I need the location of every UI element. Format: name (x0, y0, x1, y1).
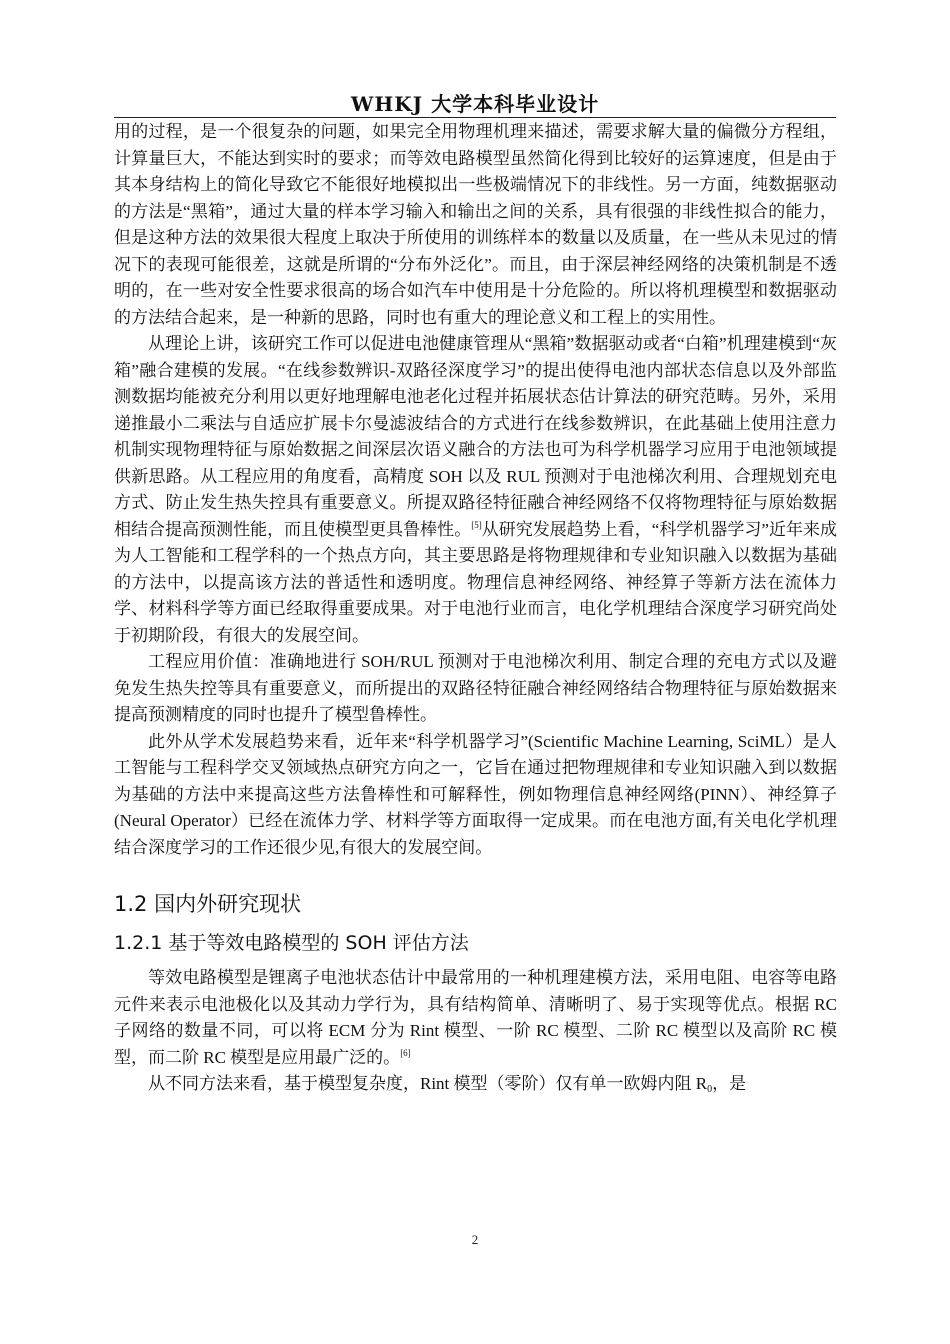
paragraph: 工程应用价值：准确地进行 SOH/RUL 预测对于电池梯次利用、制定合理的充电方式以及避免发生热失控等具有重要意义，而所提出的双路径特征融合神经网络结合物理特征与原始数据来提高预测精度的同时也提升了模型鲁棒性。 (114, 652, 837, 724)
paragraph (114, 331, 837, 649)
paragraph-text: 从不同方法来看，基于模型复杂度，Rint 模型（零阶）仅有单一欧姆内阻 R (148, 1074, 708, 1093)
page-header: WHKJ 大学本科毕业设计 (350, 92, 600, 116)
body-text (114, 119, 837, 1098)
paragraph-text: 从研究发展趋势上看，“科学机器学习”近年来成为人工智能和工程学科的一个热点方向，其主要思路是将物理规律和专业知识融入以数据为基础的方法中，以提高该方法的普适性和透明度。物理信息神经网络、神经算子等新方法在流体力学、材料科学等方面已经取得重要成果。对于电池行业而言，电化学机理结合深度学习研究尚处于初期阶段，有很大的发展空间。 (114, 519, 838, 645)
subsection-heading: 1.2.1 基于等效电路模型的 SOH 评估方法 (114, 932, 469, 954)
paragraph: 用的过程，是一个很复杂的问题，如果完全用物理机理来描述，需要求解大量的偏微分方程组，计算量巨大，不能达到实时的要求；而等效电路模型虽然简化得到比较好的运算速度，但是由于其本身结构上的简化导致它不能很好地模拟出一些极端情况下的非线性。另一方面，纯数据驱动的方法是“黑箱”，通过大量的样本学习输入和输出之间的关系，具有很强的非线性拟合的能力，但是这种方法的效果很大程度上取决于所使用的训练样本的数量以及质量，在一些从未见过的情况下的表现可能很差，这就是所谓的“分布外泛化”。而且，由于深层神经网络的决策机制是不透明的，在一些对安全性要求很高的场合如汽车中使用是十分危险的。所以将机理模型和数据驱动的方法结合起来，是一种新的思路，同时也有重大的理论意义和工程上的实用性。 (114, 122, 837, 327)
citation: [6] (400, 1047, 411, 1058)
paragraph-text: 从理论上讲，该研究工作可以促进电池健康管理从“黑箱”数据驱动或者“白箱”机理建模到“灰箱”融合建模的发展。“在线参数辨识-双路径深度学习”的提出使得电池内部状态信息以及外部监测数据均能被充分利用以更好地理解电池老化过程并拓展状态估计算法的研究范畴。另外，采用递推最小二乘法与自适应扩展卡尔曼滤波结合的方式进行在线参数辨识，在此基础上使用注意力机制实现物理特征与原始数据之间深层次语义融合的方法也可为科学机器学习应用于电池领域提供新思路。从工程应用的角度看，高精度 SOH 以及 RUL 预测对于电池梯次利用、合理规划充电方式、防止发生热失控具有重要意义。所提双路径特征融合神经网络不仅将物理特征与原始数据相结合提高预测性能，而且使模型更具鲁棒性。 (114, 334, 837, 539)
page-number: 2 (471, 1232, 479, 1247)
citation: [5] (471, 519, 482, 530)
paragraph-text: ，是 (712, 1074, 747, 1093)
subscript: 0 (707, 1084, 713, 1095)
paragraph (114, 1071, 837, 1098)
section-heading: 1.2 国内外研究现状 (114, 892, 302, 916)
paragraph: 此外从学术发展趋势来看，近年来“科学机器学习”(Scientific Machine Learning, SciML）是人工智能与工程科学交叉领域热点研究方向之一，它旨在通过把物理规律和专业知识融入到以数据为基础的方法中来提高这些方法鲁棒性和可解释性，例如物理信息神经网络(PINN）、神经算子(Neural Operator）已经在流体力学、材料学等方面取得一定成果。而在电池方面,有关电化学机理结合深度学习的工作还很少见,有很大的发展空间。 (114, 731, 837, 857)
header-divider (114, 117, 836, 118)
paragraph (114, 965, 837, 1071)
paragraph-text: 等效电路模型是锂离子电池状态估计中最常用的一种机理建模方法，采用电阻、电容等电路元件来表示电池极化以及其动力学行为，具有结构简单、清晰明了、易于实现等优点。根据 RC 子网络的数量不同，可以将 ECM 分为 Rint 模型、一阶 RC 模型、二阶 RC 模型以及高阶 RC 模型，而二阶 RC 模型是应用最广泛的。 (114, 968, 837, 1067)
